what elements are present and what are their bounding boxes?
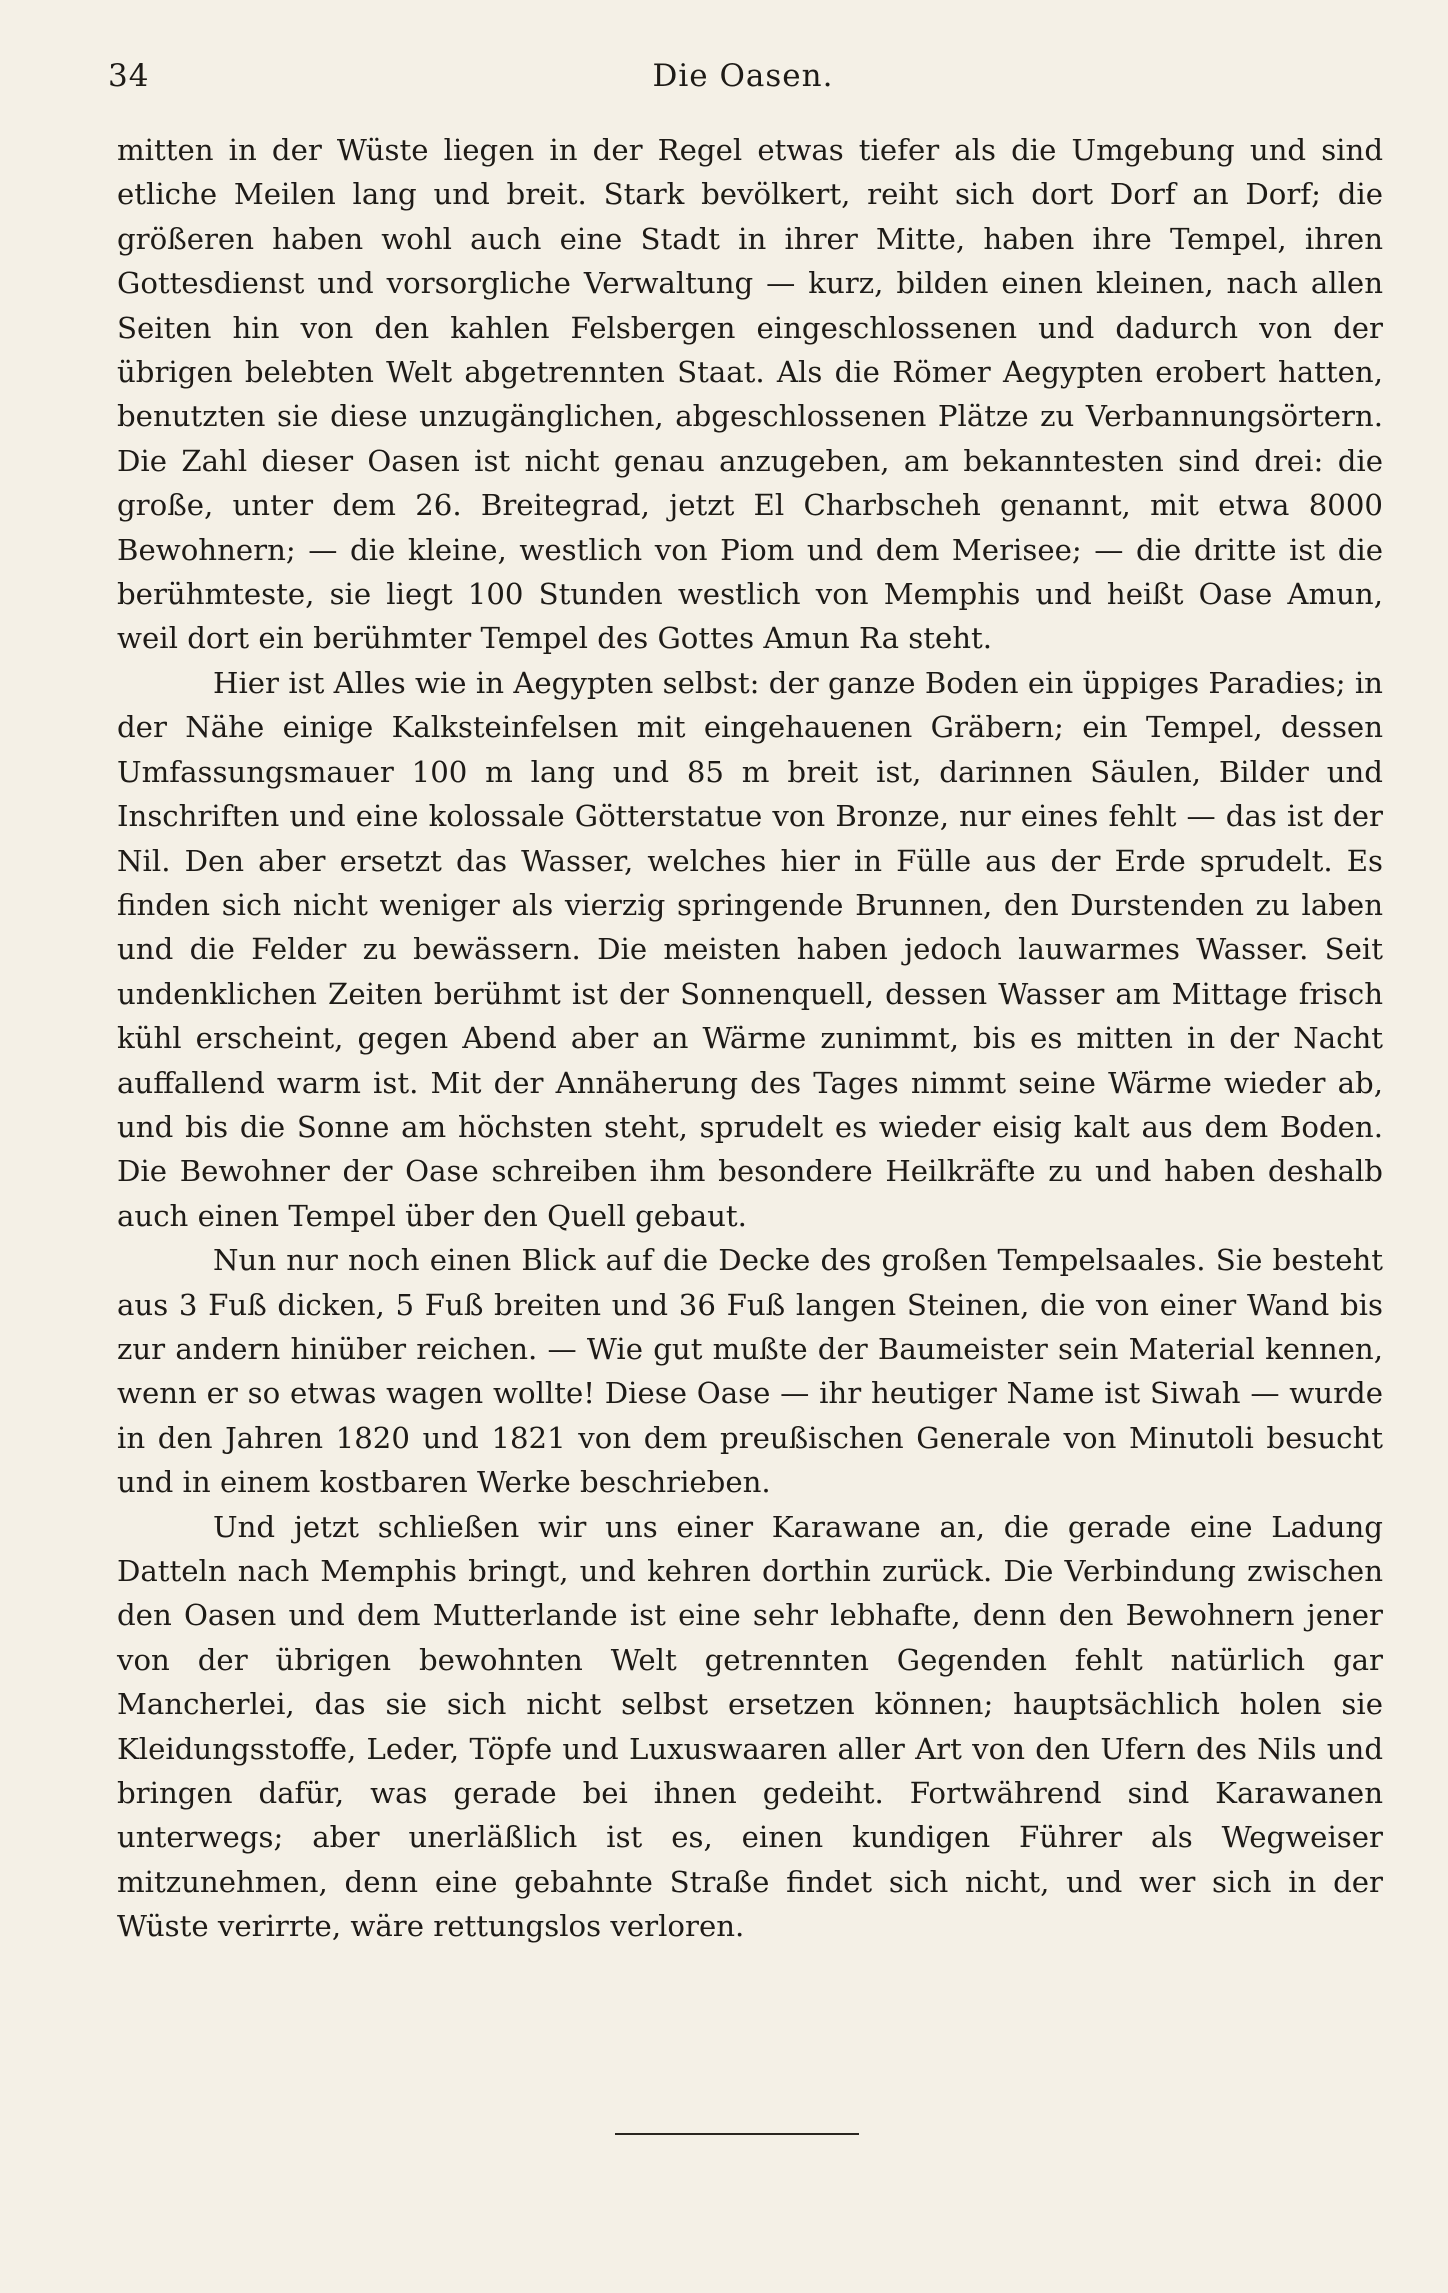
- footer-rule: [615, 2133, 859, 2135]
- paragraph-2: Hier ist Alles wie in Aegypten selbst: der ganze Boden ein üppiges Paradies; in der Nähe einige Kalksteinfelsen mit eingehauenen Gräbern; ein Tempel, dessen Umfassungsmauer 100 m lang und 85 m breit ist, darinnen Säulen, Bilder und Inschriften und eine kolossale Götterstatue von Bronze, nur eines fehlt — das ist der Nil. Den aber ersetzt das Wasser, welches hier in Fülle aus der Erde sprudelt. Es finden sich nicht weniger als vierzig springende Brunnen, den Durstenden zu laben und die Felder zu bewässern. Die meisten haben jedoch lauwarmes Wasser. Seit undenklichen Zeiten berühmt ist der Sonnenquell, dessen Wasser am Mittage frisch kühl erscheint, gegen Abend aber an Wärme zunimmt, bis es mitten in der Nacht auffallend warm ist. Mit der Annäherung des Tages nimmt seine Wärme wieder ab, und bis die Sonne am höchsten steht, sprudelt es wieder eisig kalt aus dem Boden. Die Bewohner der Oase schreiben ihm besondere Heilkräfte zu und haben deshalb auch einen Tempel über den Quell gebaut.: [117, 665, 1383, 1233]
- page-header: [108, 58, 1378, 108]
- body-text: [117, 128, 1383, 1949]
- paragraph-1: mitten in der Wüste liegen in der Regel etwas tiefer als die Umgebung und sind etliche Meilen lang und breit. Stark bevölkert, reiht sich dort Dorf an Dorf; die größeren haben wohl auch eine Stadt in ihrer Mitte, haben ihre Tempel, ihren Gottesdienst und vorsorgliche Verwaltung — kurz, bilden einen kleinen, nach allen Seiten hin von den kahlen Felsbergen eingeschlossenen und dadurch von der übrigen belebten Welt abgetrennten Staat. Als die Römer Aegypten erobert hatten, benutzten sie diese unzugänglichen, abgeschlossenen Plätze zu Verbannungsörtern. Die Zahl dieser Oasen ist nicht genau anzugeben, am bekanntesten sind drei: die große, unter dem 26. Breitegrad, jetzt El Charbscheh genannt, mit etwa 8000 Bewohnern; — die kleine, westlich von Piom und dem Merisee; — die dritte ist die berühmteste, sie liegt 100 Stunden westlich von Memphis und heißt Oase Amun, weil dort ein berühmter Tempel des Gottes Amun Ra steht.: [117, 133, 1383, 656]
- paragraph-3: Nun nur noch einen Blick auf die Decke des großen Tempelsaales. Sie besteht aus 3 Fuß dicken, 5 Fuß breiten und 36 Fuß langen Steinen, die von einer Wand bis zur andern hinüber reichen. — Wie gut mußte der Baumeister sein Material kennen, wenn er so etwas wagen wollte! Diese Oase — ihr heutiger Name ist Siwah — wurde in den Jahren 1820 und 1821 von dem preußischen Generale von Minutoli besucht und in einem kostbaren Werke beschrieben.: [117, 1243, 1383, 1500]
- page-number: 34: [108, 58, 150, 94]
- running-title: Die Oasen.: [652, 58, 834, 94]
- paragraph-4: Und jetzt schließen wir uns einer Karawane an, die gerade eine Ladung Datteln nach Memphis bringt, und kehren dorthin zurück. Die Verbindung zwischen den Oasen und dem Mutterlande ist eine sehr lebhafte, denn den Bewohnern jener von der übrigen bewohnten Welt getrennten Gegenden fehlt natürlich gar Mancherlei, das sie sich nicht selbst ersetzen können; hauptsächlich holen sie Kleidungsstoffe, Leder, Töpfe und Luxuswaaren aller Art von den Ufern des Nils und bringen dafür, was gerade bei ihnen gedeiht. Fortwährend sind Karawanen unterwegs; aber unerläßlich ist es, einen kundigen Führer als Wegweiser mitzunehmen, denn eine gebahnte Straße findet sich nicht, und wer sich in der Wüste verirrte, wäre rettungslos verloren.: [117, 1509, 1383, 1944]
